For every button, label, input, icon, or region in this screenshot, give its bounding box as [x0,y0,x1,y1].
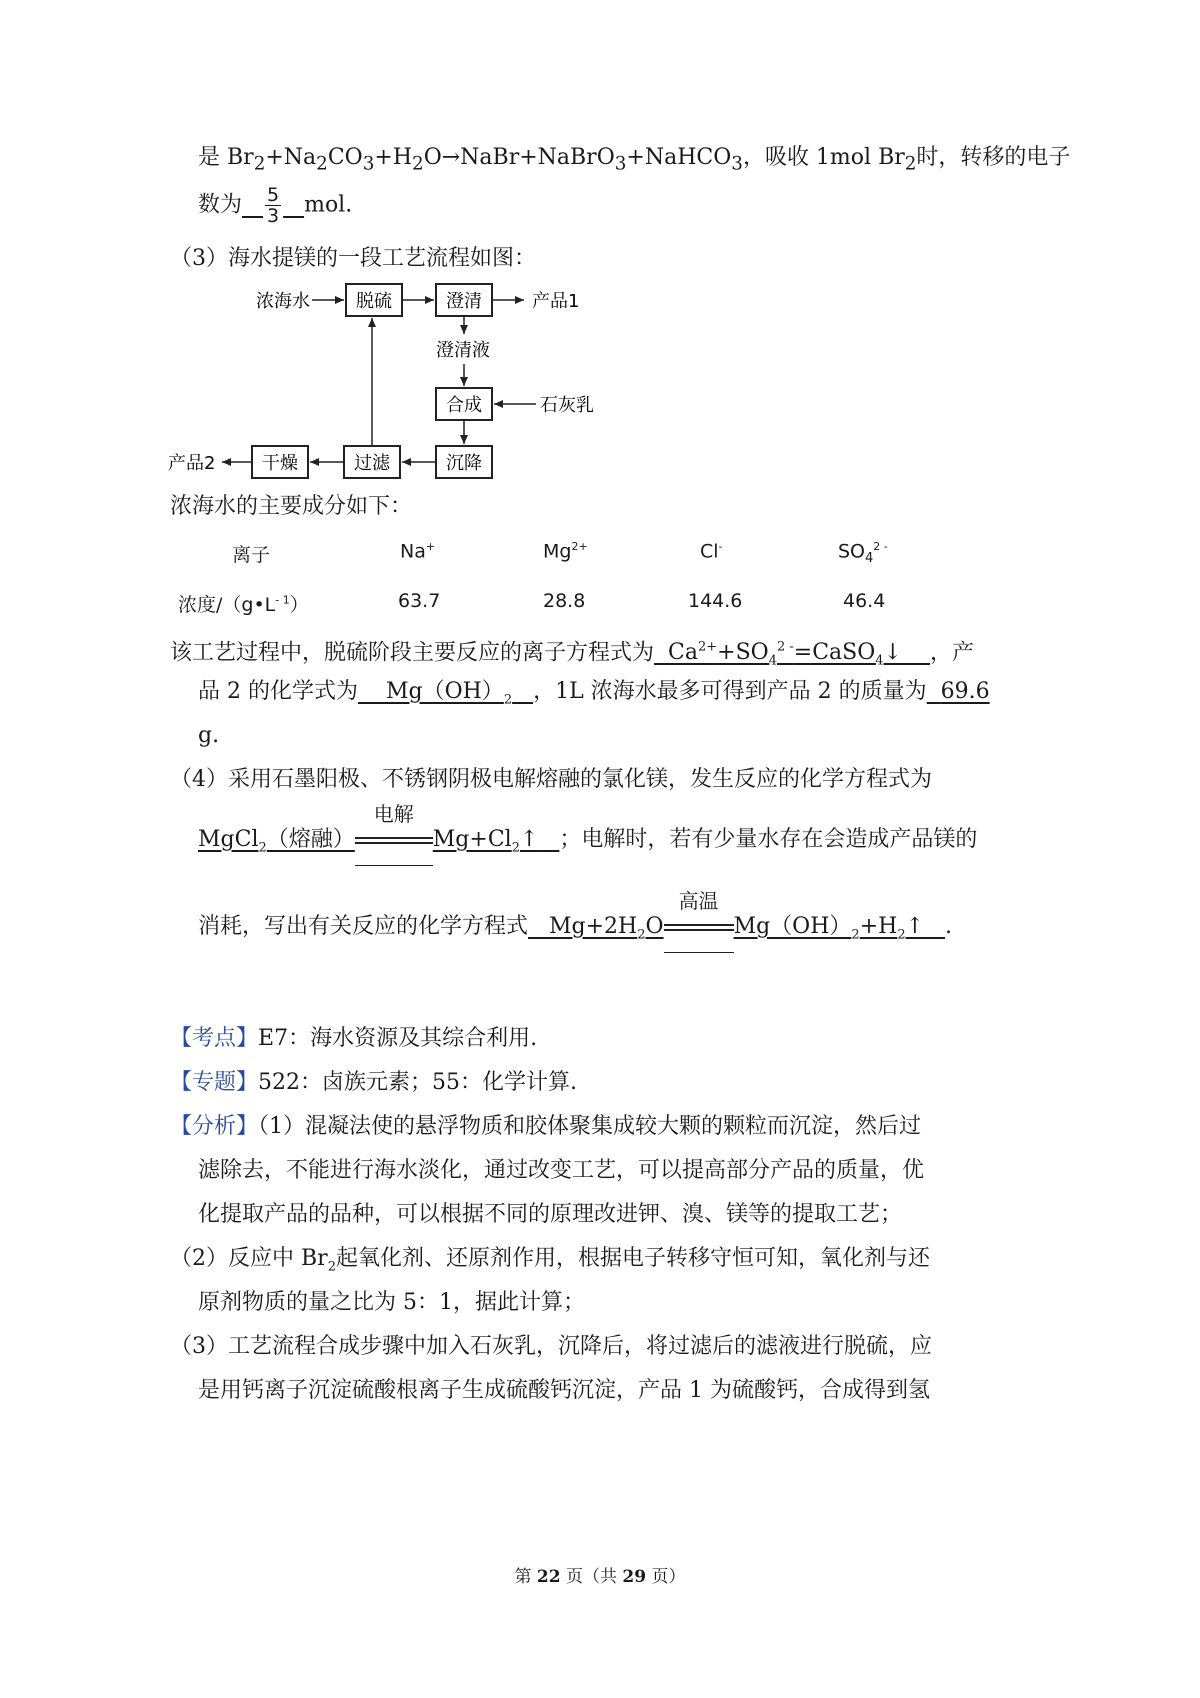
table-header-na [400,540,435,562]
t: E7：海水资源及其综合利用. [258,1026,538,1051]
sup: 2+ [697,640,718,655]
answer-blank [432,827,560,856]
sub: 2 [511,840,520,856]
sub: 2 [851,927,860,943]
label-clear-liquid: 澄清液 [436,340,490,361]
reaction-condition [664,889,734,942]
label-clarify: 澄清 [446,291,482,312]
reaction-condition [355,802,433,855]
equation-2-line [198,889,953,950]
table-value-mg: 28.8 [543,590,586,612]
sup: 2 - [873,540,888,553]
underline [355,865,433,866]
t: 69.6 [940,679,990,704]
analysis-line-6: （3）工艺流程合成步骤中加入石灰乳，沉降后，将过滤后的滤液进行脱硫，应 [170,1334,932,1359]
t: ↑ [519,827,539,852]
table-header-so4 [838,540,888,566]
t: 数为 [198,192,243,218]
t: mol. [304,192,353,218]
page-footer [0,1562,1200,1587]
t: ，吸收 1mol Br [742,145,905,170]
question-3-intro: （3）海水提镁的一段工艺流程如图： [170,246,536,271]
answer-line-3: g. [198,723,220,748]
condition-label: 高温 [678,889,719,913]
label-synth: 合成 [446,395,482,416]
sub: 2 [253,153,266,175]
eq-line [355,837,433,839]
t: O [645,914,664,939]
sub: 2 [897,927,906,943]
table-header-cl [700,540,723,562]
t: . [945,914,953,939]
zhuanti-line [170,1068,577,1098]
answer-line-2 [198,677,990,715]
sup: - [718,540,723,553]
t: 该工艺过程中，脱硫阶段主要反应的离子方程式为 [170,640,655,666]
t: Ca [668,640,698,666]
t: 起氧化剂、还原剂作用，根据电子转移守恒可知，氧化剂与还 [335,1246,930,1271]
t: 页（共 [560,1567,623,1587]
answer-line-1 [170,633,974,677]
section-tag: 【分析】 [170,1114,259,1139]
table-value-so4: 46.4 [843,590,886,612]
t: 第 [514,1567,537,1587]
label-lime: 石灰乳 [540,395,594,416]
t: +NaHCO [626,145,732,170]
t: Cl [700,540,719,563]
t: Mg+Cl [432,827,512,852]
fenxi-line [170,1112,921,1142]
equation-1-line [198,802,978,863]
t: Mg+2H [549,914,638,939]
sub: 4 [865,551,874,567]
label-input: 浓海水 [256,291,310,312]
t: 消耗，写出有关反应的化学方程式 [198,914,529,939]
denominator: 3 [267,205,280,227]
answer-blank [242,184,304,227]
text-line-1 [198,143,1070,179]
sub: 3 [731,153,743,175]
answer-blank [528,914,664,943]
label-desulf: 脱硫 [356,291,392,312]
label-product2: 产品2 [168,453,216,474]
label-product1: 产品1 [532,291,580,312]
t: Mg [543,540,572,563]
eq-line [355,842,433,844]
table-row-label [178,590,309,617]
text-line-2 [198,185,352,226]
t: Mg（OH） [733,914,852,939]
sub: 2 [316,153,328,175]
page-number: 22 [536,1567,561,1587]
label-dry: 干燥 [262,453,298,474]
table-header-mg [543,540,588,562]
label-settle: 沉降 [446,453,482,474]
analysis-line-5: 原剂物质的量之比为 5：1，据此计算； [198,1290,585,1315]
sub: 2 [258,840,267,856]
t: （熔融） [266,827,355,852]
answer-blank [927,679,990,704]
t: +H [859,914,898,939]
t: 是 Br [198,145,254,170]
t: 浓度/（g•L [178,594,276,616]
analysis-line-7: 是用钙离子沉淀硫酸根离子生成硫酸钙沉淀，产品 1 为硫酸钙，合成得到氢 [198,1378,930,1403]
t: ↑ [905,914,925,939]
t: 品 2 的化学式为 [198,679,358,704]
sub: 2 [503,692,513,708]
t: CO [327,145,363,170]
t: Na [400,540,426,563]
table-intro: 浓海水的主要成分如下： [170,494,413,519]
sup: 2+ [571,540,588,553]
question-4: （4）采用石墨阳极、不锈钢阴极电解熔融的氯化镁，发生反应的化学方程式为 [170,767,932,792]
t: Mg（OH） [385,679,504,704]
t: MgCl [198,827,259,852]
sup: 2 - [776,640,794,655]
t: ） [289,594,309,616]
table-header-ion: 离子 [232,544,271,566]
sub: 4 [768,653,777,669]
t: +Na [265,145,317,170]
analysis-line-4 [170,1244,930,1282]
analysis-line-3: 化提取产品的品种，可以根据不同的原理改进钾、溴、镁等的提取工艺； [198,1202,903,1227]
answer-blank [358,679,533,708]
sup: - 1 [275,593,290,607]
sub: 2 [904,153,917,175]
table-value-na: 63.7 [398,590,441,612]
section-tag: 【专题】 [170,1070,259,1095]
t: ；电解时，若有少量水存在会造成产品镁的 [559,827,978,852]
sub: 2 [637,927,646,943]
t: =CaSO [793,640,876,666]
sup: + [425,540,436,553]
eq-line [664,929,734,931]
t: （2）反应中 Br [170,1246,328,1271]
page-total: 29 [622,1567,647,1587]
answer-blank [198,827,355,856]
kaodian-line [170,1024,537,1054]
flow-diagram [160,276,640,491]
underline [664,952,734,953]
sub: 2 [327,1259,336,1275]
t: ↓ [883,640,902,666]
t: O→NaBr+NaBrO [423,145,615,170]
t: +H [374,145,413,170]
eq-line [664,924,734,926]
label-filter: 过滤 [354,453,390,474]
t: 522：卤族元素；55：化学计算. [258,1070,577,1095]
sub: 4 [875,653,884,669]
sub: 3 [614,153,627,175]
t: SO [838,540,866,563]
sub: 3 [362,153,375,175]
t: （1）混凝法使的悬浮物质和胶体聚集成较大颗的颗粒而沉淀，然后过 [258,1114,922,1139]
t: 时，转移的电子 [916,145,1071,170]
t: ，产 [929,640,974,666]
t: 页） [646,1567,686,1587]
section-tag: 【考点】 [170,1026,259,1051]
analysis-line-2: 滤除去，不能进行海水淡化，通过改变工艺，可以提高部分产品的质量，优 [198,1158,925,1183]
condition-label: 电解 [373,802,414,826]
table-value-cl: 144.6 [688,590,743,612]
t: +SO [717,640,769,666]
answer-blank [733,914,945,943]
sub: 2 [412,153,424,175]
numerator: 5 [267,184,280,206]
fraction [265,185,281,226]
t: ，1L 浓海水最多可得到产品 2 的质量为 [533,679,927,704]
answer-blank [654,640,930,669]
